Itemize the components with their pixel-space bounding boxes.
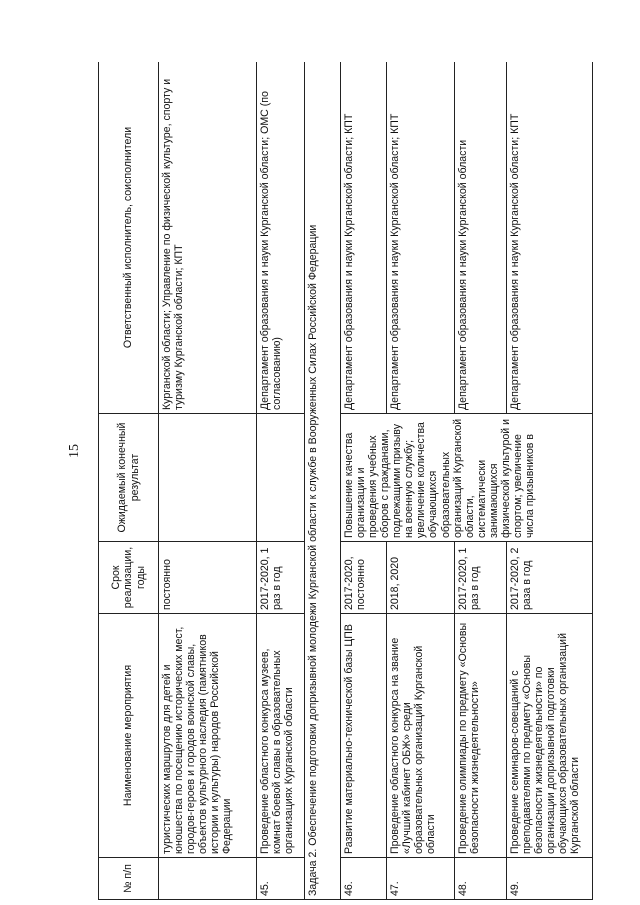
cell-num: 45. — [257, 858, 305, 900]
cell-term: постоянно — [159, 542, 257, 614]
cell-result — [159, 414, 257, 542]
cell-term: 2017-2020, постоянно — [341, 542, 387, 614]
header-name: Наименование мероприятия — [99, 614, 159, 858]
cell-result — [257, 414, 305, 542]
page-number: 15 — [67, 444, 82, 458]
cell-term: 2017-2020, 2 раза в год — [507, 542, 593, 614]
cell-name: Проведение областного конкурса на звание «Лучший кабинет ОБЖ» среди образовательных организаций Курганской области — [387, 614, 455, 858]
table-row — [159, 62, 257, 900]
cell-executor: Курганской области; Управление по физической культуре, спорту и туризму Курганской области; КПТ — [159, 62, 257, 414]
cell-num: 46. — [341, 858, 387, 900]
rotated-table-container — [98, 62, 608, 900]
cell-result-merged: Повышение качества организации и проведения учебных сборов с гражданами, подлежащими призыву на военную службу; увеличение количества обучающихся образовательных организаций Курганской области, систематически занимающихся физической культурой и спортом; увеличение числа призывников в — [341, 414, 593, 542]
header-result: Ожидаемый конечный результат — [99, 414, 159, 542]
task-2-heading: Задача 2. Обеспечение подготовки допризывной молодежи Курганской области к службе в Вооруженных Силах Российской Федерации — [305, 62, 341, 900]
cell-executor: Департамент образования и науки Курганской области; КПТ — [507, 62, 593, 414]
cell-name: Проведение олимпиады по предмету «Основы безопасности жизнедеятельности» — [455, 614, 507, 858]
cell-num: 49. — [507, 858, 593, 900]
cell-name: туристических маршрутов для детей и юношества по посещению исторических мест, городов-героев и городов воинской славы, объектов культурного наследия (памятников истории и культуры) народов Российской Федерации — [159, 614, 257, 858]
header-num: № п/п — [99, 858, 159, 900]
table-wrap — [98, 62, 608, 900]
cell-executor: Департамент образования и науки Курганской области; КПТ — [387, 62, 455, 414]
cell-term: 2018, 2020 — [387, 542, 455, 614]
header-row — [99, 62, 159, 900]
cell-name: Проведение семинаров-совещаний с преподавателями по предмету «Основы безопасности жизнедеятельности» по организации допризывной подготовки обучающихся образовательных организаций Курганской области — [507, 614, 593, 858]
cell-num — [159, 858, 257, 900]
table-row — [341, 62, 387, 900]
cell-num: 48. — [455, 858, 507, 900]
cell-executor: Департамент образования и науки Курганской области — [455, 62, 507, 414]
header-term: Срок реализации, годы — [99, 542, 159, 614]
cell-name: Проведение областного конкурса музеев, комнат боевой славы в образовательных организациях Курганской области — [257, 614, 305, 858]
measures-table — [98, 62, 593, 900]
header-executor: Ответственный исполнитель, соисполнители — [99, 62, 159, 414]
cell-term: 2017-2020, 1 раз в год — [455, 542, 507, 614]
cell-term: 2017-2020, 1 раз в год — [257, 542, 305, 614]
cell-executor: Департамент образования и науки Курганской области; ОМС (по согласованию) — [257, 62, 305, 414]
cell-executor: Департамент образования и науки Курганской области; КПТ — [341, 62, 387, 414]
cell-num: 47. — [387, 858, 455, 900]
task-row — [305, 62, 341, 900]
cell-name: Развитие материально-технической базы ЦПВ — [341, 614, 387, 858]
table-row — [257, 62, 305, 900]
